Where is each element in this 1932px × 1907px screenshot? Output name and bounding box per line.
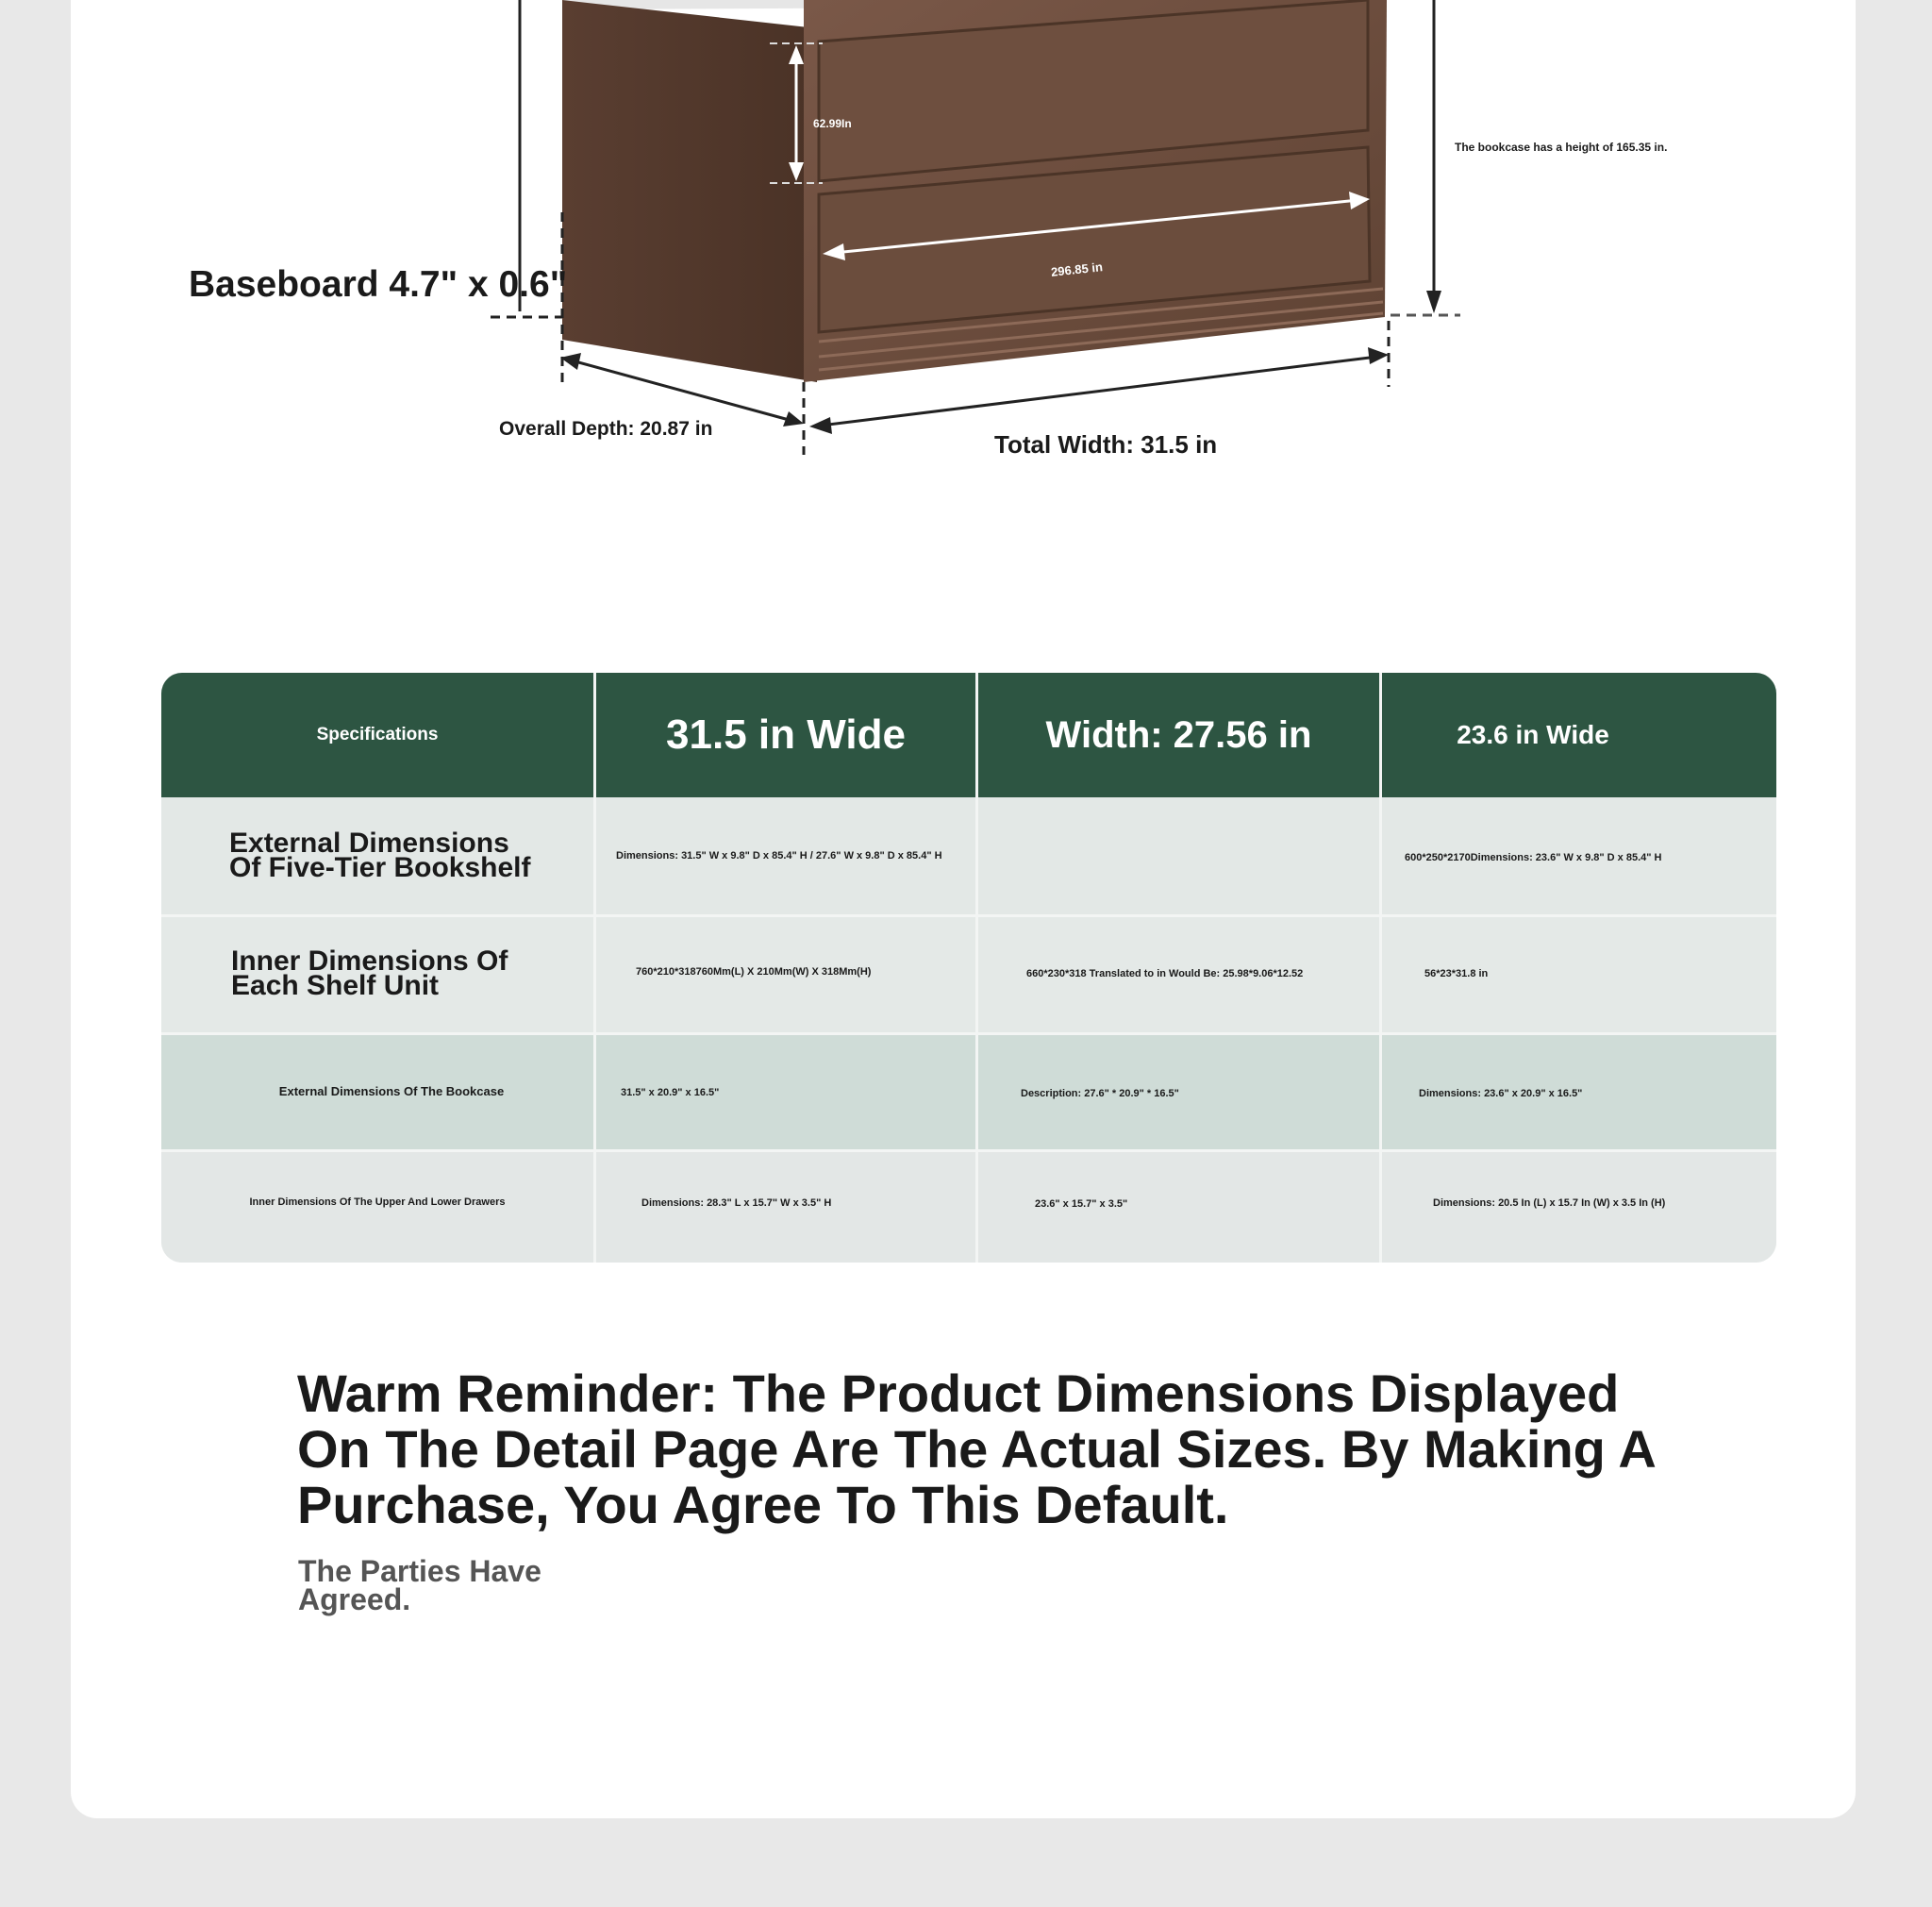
row-label-external-bookcase: External Dimensions Of The Bookcase bbox=[278, 1084, 505, 1098]
agreed-note: The Parties Have Agreed. bbox=[298, 1554, 541, 1616]
depth-label: Overall Depth: 20.87 in bbox=[499, 418, 713, 440]
table-cell: Dimensions: 23.6" x 20.9" x 16.5" bbox=[1419, 1087, 1583, 1099]
baseboard-label: Baseboard 4.7" x 0.6" bbox=[189, 264, 568, 305]
warm-reminder: Warm Reminder: The Product Dimensions Displayed On The Detail Page Are The Actual Sizes. By Making A Purchase, You Agree To This Default. bbox=[297, 1363, 1655, 1534]
row-label-inner-shelf: Inner Dimensions Of Each Shelf Unit bbox=[231, 945, 508, 1001]
cabinet-illustration bbox=[0, 0, 1932, 491]
header-specifications: Specifications bbox=[316, 725, 439, 744]
drawer-height-label: 62.99In bbox=[813, 117, 852, 130]
drawer-width-label: 296.85 in bbox=[1050, 259, 1104, 279]
table-cell: Dimensions: 20.5 In (L) x 15.7 In (W) x 3.5 In (H) bbox=[1433, 1197, 1666, 1209]
header-23-6-wide: 23.6 in Wide bbox=[1457, 720, 1609, 749]
table-cell: 31.5" x 20.9" x 16.5" bbox=[621, 1086, 720, 1098]
table-cell: 760*210*318760Mm(L) X 210Mm(W) X 318Mm(H) bbox=[636, 966, 872, 978]
table-cell: Description: 27.6" * 20.9" * 16.5" bbox=[1021, 1087, 1179, 1099]
width-label: Total Width: 31.5 in bbox=[994, 430, 1218, 459]
row-label-inner-drawers: Inner Dimensions Of The Upper And Lower Drawers bbox=[249, 1196, 506, 1208]
cabinet-side bbox=[562, 0, 817, 382]
table-cell: Dimensions: 31.5" W x 9.8" D x 85.4" H / 27.6" W x 9.8" D x 85.4" H bbox=[616, 850, 942, 861]
row-label-external-five-tier: External Dimensions Of Five-Tier Bookshelf bbox=[229, 828, 531, 883]
height-note: The bookcase has a height of 165.35 in. bbox=[1455, 141, 1668, 154]
spec-table bbox=[161, 673, 1776, 1263]
table-cell: 56*23*31.8 in bbox=[1424, 968, 1489, 979]
table-cell: Dimensions: 28.3" L x 15.7" W x 3.5" H bbox=[641, 1197, 832, 1209]
header-27-56-wide: Width: 27.56 in bbox=[1045, 713, 1312, 756]
table-cell bbox=[978, 797, 1379, 914]
table-cell: 660*230*318 Translated to in Would Be: 25.98*9.06*12.52 bbox=[1026, 968, 1304, 979]
table-cell: 600*250*2170Dimensions: 23.6" W x 9.8" D x 85.4" H bbox=[1405, 852, 1662, 863]
table-cell: 23.6" x 15.7" x 3.5" bbox=[1035, 1198, 1128, 1210]
header-31-5-wide: 31.5 in Wide bbox=[666, 711, 906, 758]
